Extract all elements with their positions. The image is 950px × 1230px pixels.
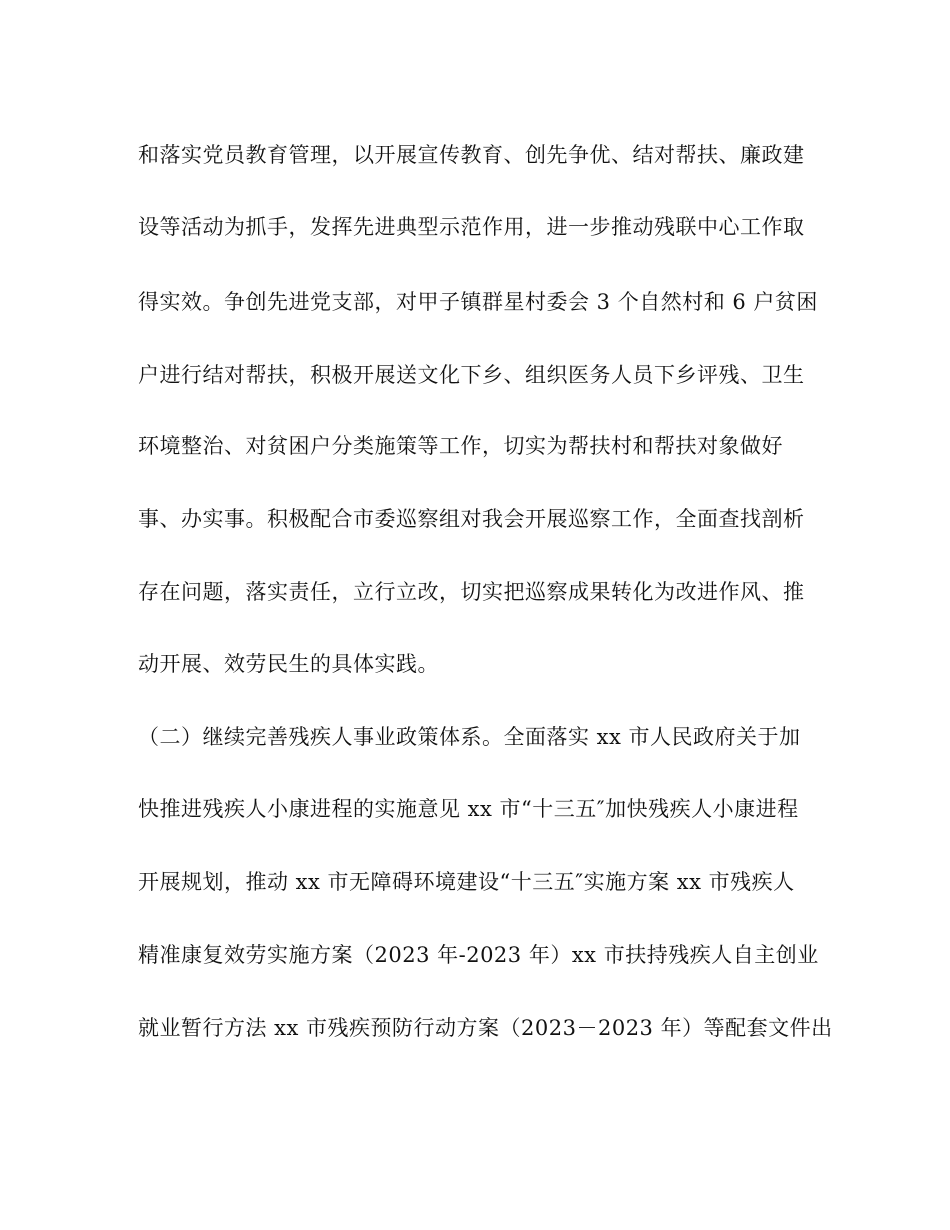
text-line: 快推进残疾人小康进程的实施意见 xx 市“十三五″加快残疾人小康进程	[138, 797, 799, 821]
text-line: 设等活动为抓手，发挥先进典型示范作用，进一步推动残联中心工作取	[138, 215, 805, 239]
text-line: 动开展、效劳民生的具体实践。	[138, 652, 439, 676]
text-line: 得实效。争创先进党支部，对甲子镇群星村委会 3 个自然村和 6 户贫困	[138, 290, 818, 314]
text-line: 和落实党员教育管理，以开展宣传教育、创先争优、结对帮扶、廉政建	[138, 143, 805, 167]
text-line: （二）继续完善残疾人事业政策体系。全面落实 xx 市人民政府关于加	[138, 725, 801, 749]
text-line: 精准康复效劳实施方案（2023 年-2023 年）xx 市扶持残疾人自主创业	[138, 943, 819, 967]
text-line: 就业暂行方法 xx 市残疾预防行动方案（2023－2023 年）等配套文件出	[138, 1016, 833, 1040]
text-line: 环境整治、对贫困户分类施策等工作，切实为帮扶村和帮扶对象做好	[138, 434, 783, 458]
text-line: 户进行结对帮扶，积极开展送文化下乡、组织医务人员下乡评残、卫生	[138, 363, 805, 387]
text-line: 存在问题，落实责任，立行立改，切实把巡察成果转化为改进作风、推	[138, 580, 805, 604]
text-line: 开展规划，推动 xx 市无障碍环境建设“十三五″实施方案 xx 市残疾人	[138, 870, 795, 894]
text-line: 事、办实事。积极配合市委巡察组对我会开展巡察工作，全面查找剖析	[138, 507, 805, 531]
